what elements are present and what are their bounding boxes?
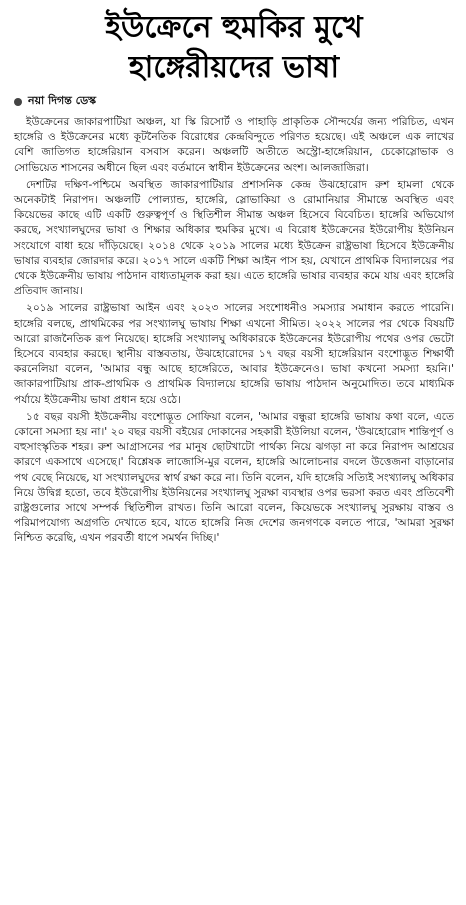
paragraph: দেশটির দক্ষিণ-পশ্চিমে অবস্থিত জাকারপাটিয়ার প্রশাসনিক কেন্দ্র উঝহোরোদ রুশ হামলা থেকে অনেকটাই নিরাপদ। অঞ্চলটি পোল্যান্ড, হাঙ্গেরি, স্লোভাকিয়া ও রোমানিয়ার সীমান্তে অবস্থিত এবং কিয়েভের কাছে এটি একটি গুরুত্বপূর্ণ ও স্থিতিশীল সীমান্ত অঞ্চল হিসেবে বিবেচিত। হাঙ্গেরি অভিযোগ করছে, সংখ্যালঘুদের ভাষা ও শিক্ষার অধিকার হুমকির মুখে। এ বিরোধ ইউক্রেনের ইউরোপীয় ইউনিয়ন সংযোগে বাধা হয়ে দাঁড়িয়েছে। ২০১৪ থেকে ২০১৯ সালের মধ্যে ইউক্রেন রাষ্ট্রভাষা হিসেবে ইউক্রেনীয় ভাষার ব্যবহার জোরদার করে। ২০১৭ সালে একটি শিক্ষা আইন পাস হয়, যেখানে প্রাথমিক বিদ্যালয়ের পর থেকে ইউক্রেনীয় ভাষায় পাঠদান বাধ্যতামূলক করা হয়। এতে হাঙ্গেরি ভাষার ব্যবহার কমে যায় এবং হাঙ্গেরি প্রতিবাদ জানায়।: [14, 178, 454, 298]
byline-row: [14, 92, 454, 111]
article-body: [14, 115, 454, 547]
bullet-icon: [14, 98, 22, 106]
paragraph: ইউক্রেনের জাকারপাটিয়া অঞ্চল, যা স্কি রিসোর্ট ও পাহাড়ি প্রাকৃতিক সৌন্দর্যের জন্য পরিচিত, এখন হাঙ্গেরি ও ইউক্রেনের মধ্যে কূটনৈতিক বিরোধের কেন্দ্রবিন্দুতে পরিণত হয়েছে। এই অঞ্চলে এক লাখের বেশি জাতিগত হাঙ্গেরিয়ান বসবাস করেন। অঞ্চলটি অতীতে অস্ট্রো-হাঙ্গেরিয়ান, চেকোস্লোভাক ও সোভিয়েত শাসনের অধীনে ছিল এবং বর্তমানে স্বাধীন ইউক্রেনের অংশ। আলজাজিরা।: [14, 116, 454, 174]
paragraph: ২০১৯ সালের রাষ্ট্রভাষা আইন এবং ২০২৩ সালের সংশোধনীও সমস্যার সমাধান করতে পারেনি। হাঙ্গেরি বলছে, প্রাথমিকের পর সংখ্যালঘু ভাষায় শিক্ষা এখনো সীমিত। ২০২২ সালের পর থেকে বিষয়টি আরো রাজনৈতিক রূপ নিয়েছে। হাঙ্গেরি সংখ্যালঘু অধিকারকে ইউক্রেনের ইউরোপীয় পথের ওপর ভেটো হিসেবে ব্যবহার করছে। স্থানীয় বাস্তবতায়, উঝহোরোদের ১৭ বছর বয়সী হাঙ্গেরিয়ান বংশোদ্ভূত শিক্ষার্থী করনেলিয়া বলেন, 'আমার বন্ধু আছে হাঙ্গেরিতে, আবার ইউক্রেনেও। ভাষা কখনো সমস্যা হয়নি।' জাকারপাটিয়ায় প্রাক-প্রাথমিক ও প্রাথমিক বিদ্যালয়ে হাঙ্গেরি ভাষায় পাঠদান অনুমোদিত। তবে মাধ্যমিক পর্যায়ে ইউক্রেনীয় ভাষা প্রধান হয়ে ওঠে।: [14, 302, 454, 406]
paragraph: ১৫ বছর বয়সী ইউক্রেনীয় বংশোদ্ভূত সোফিয়া বলেন, 'আমার বন্ধুরা হাঙ্গেরি ভাষায় কথা বলে, এতে কোনো সমস্যা হয় না।' ২০ বছর বয়সী বইয়ের দোকানের সহকারী ইউলিয়া বলেন, 'উঝহোরোদ শান্তিপূর্ণ ও বহুসাংস্কৃতিক শহর। রুশ আগ্রাসনের পর মানুষ ছোটখাটো পার্থক্য নিয়ে ঝগড়া না করে নিরাপদ আশ্রয়ের কারণে একসাথে এসেছে।' বিশ্লেষক লাজোসি-মুর বলেন, হাঙ্গেরি আলোচনার বদলে উত্তেজনা বাড়ানোর পথ বেছে নিয়েছে, যা সংখ্যালঘুদের স্বার্থ রক্ষা করে না। তিনি বলেন, যদি হাঙ্গেরি সত্যিই সংখ্যালঘু অধিকার নিয়ে উদ্বিগ্ন হতো, তবে ইউরোপীয় ইউনিয়নের সংখ্যালঘু সুরক্ষা ব্যবস্থার ওপর ভরসা করত এবং প্রতিবেশী রাষ্ট্রগুলোর সাথে সম্পর্ক স্থিতিশীল রাখত। তিনি আরো বলেন, কিয়েভকে সংখ্যালঘু সুরক্ষায় বাস্তব ও পরিমাপযোগ্য অগ্রগতি দেখাতে হবে, যাতে হাঙ্গেরি নিজ দেশের জনগণকে বলতে পারে, 'আমরা সুরক্ষা নিশ্চিত করেছি, এখন পরবর্তী ধাপে সমর্থন দিচ্ছি।': [14, 410, 454, 545]
byline: নয়া দিগন্ত ডেস্ক: [28, 94, 97, 107]
headline: [14, 8, 454, 88]
headline-line-2: হাঙ্গেরীয়দের ভাষা: [128, 50, 340, 85]
headline-line-1: ইউক্রেনে হুমকির মুখে: [105, 10, 363, 45]
